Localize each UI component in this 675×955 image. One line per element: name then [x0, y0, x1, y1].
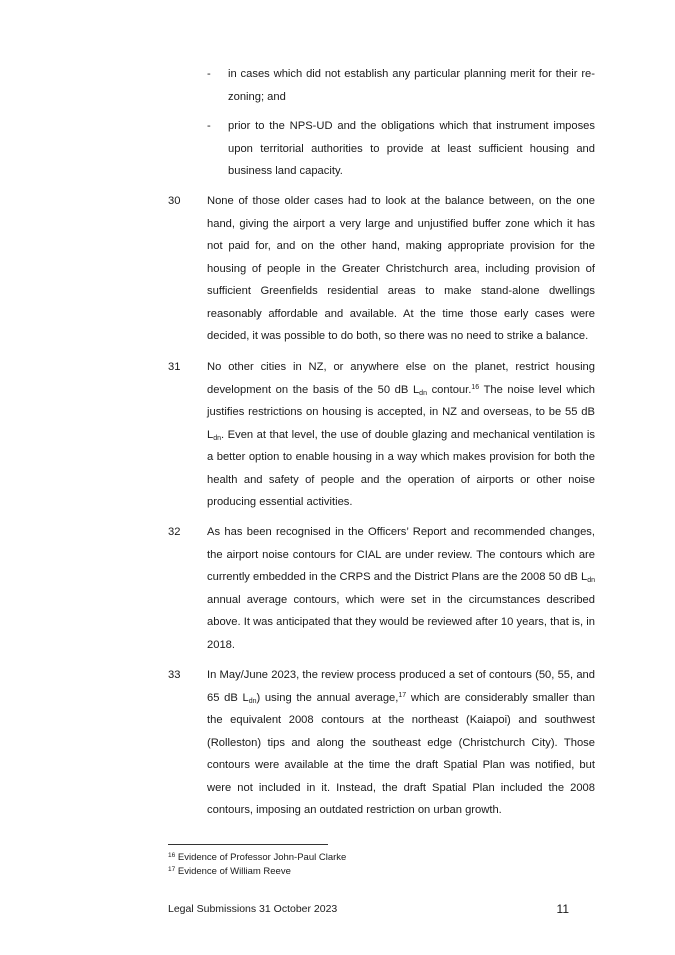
- bullet-item: [207, 63, 595, 108]
- footnote-ref[interactable]: 16: [471, 383, 480, 391]
- bullet-dash: -: [207, 68, 211, 80]
- footnote-ref[interactable]: 17: [398, 691, 407, 699]
- subscript: dn: [213, 434, 222, 442]
- paragraph-text: In May/June 2023, the review process produced a set of contours (50, 55, and 65 dB $L_{dn}$) using the annual average,$^{17}$ which are considerably smaller than the equivalent 2008 contours at the northeast (Kaiapoi) and southwest (Rolleston) tips and along the southeast edge (Christchurch City). Those contours were available at the time the draft Spatial Plan was notified, but were not included in it. Instead, the draft Spatial Plan included the 2008 contours, imposing an outdated restriction on urban growth.: [207, 669, 595, 816]
- paragraph-31: [168, 356, 595, 514]
- page-number: 11: [556, 902, 569, 916]
- page-footer: [168, 902, 569, 916]
- bullet-item: [207, 115, 595, 183]
- paragraph-text: No other cities in NZ, or anywhere else on the planet, restrict housing development on the basis of the 50 dB $L_{dn}$ contour.$^{16}$ The noise level which justifies restrictions on housing is accepted, in NZ and overseas, to be 55 dB $L_{dn}$. Even at that level, the use of double glazing and mechanical ventilation is a better option to enable housing in a way which makes provision for both the health and safety of people and the operation of airports or other noise producing essential activities.: [207, 361, 595, 508]
- paragraph-30: [168, 190, 595, 348]
- paragraph-32: [168, 521, 595, 656]
- bullet-text: in cases which did not establish any particular planning merit for their re-zoning; and: [228, 68, 595, 103]
- footnote-separator: [168, 844, 328, 845]
- paragraph-number: 31: [168, 361, 181, 373]
- subscript: dn: [587, 577, 595, 584]
- paragraph-number: 33: [168, 669, 181, 681]
- footnote: $^{17}$ Evidence of William Reeve: [168, 865, 291, 877]
- paragraph-text: As has been recognised in the Officers’ Report and recommended changes, the airport noise contours for CIAL are under review. The contours which are currently embedded in the CRPS and the District Plans are the 2008 50 dB $L_{dn}$ annual average contours, which were set in the circumstances described above. It was anticipated that they would be reviewed after 10 years, that is, in 2018.: [207, 526, 595, 651]
- paragraph-number: 30: [168, 195, 181, 207]
- footnote: $^{16}$ Evidence of Professor John-Paul Clarke: [168, 852, 347, 863]
- paragraph-number: 32: [168, 526, 181, 538]
- paragraph-33: [168, 664, 595, 822]
- bullet-dash: -: [207, 120, 211, 132]
- bullet-text: prior to the NPS-UD and the obligations which that instrument imposes upon territorial authorities to provide at least sufficient housing and business land capacity.: [228, 120, 595, 177]
- paragraph-text: None of those older cases had to look at the balance between, on the one hand, giving the airport a very large and unjustified buffer zone which it has not paid for, and on the other hand, making appropriate provision for the housing of people in the Greater Christchurch area, including provision of sufficient Greenfields residential areas to make stand-alone dwellings reasonably affordable and available. At the time those early cases were decided, it was possible to do both, so there was no need to strike a balance.: [207, 195, 595, 342]
- footnotes: [168, 851, 346, 878]
- subscript: dn: [419, 389, 427, 397]
- subscript: dn: [248, 697, 257, 705]
- footer-title: Legal Submissions 31 October 2023: [168, 903, 338, 915]
